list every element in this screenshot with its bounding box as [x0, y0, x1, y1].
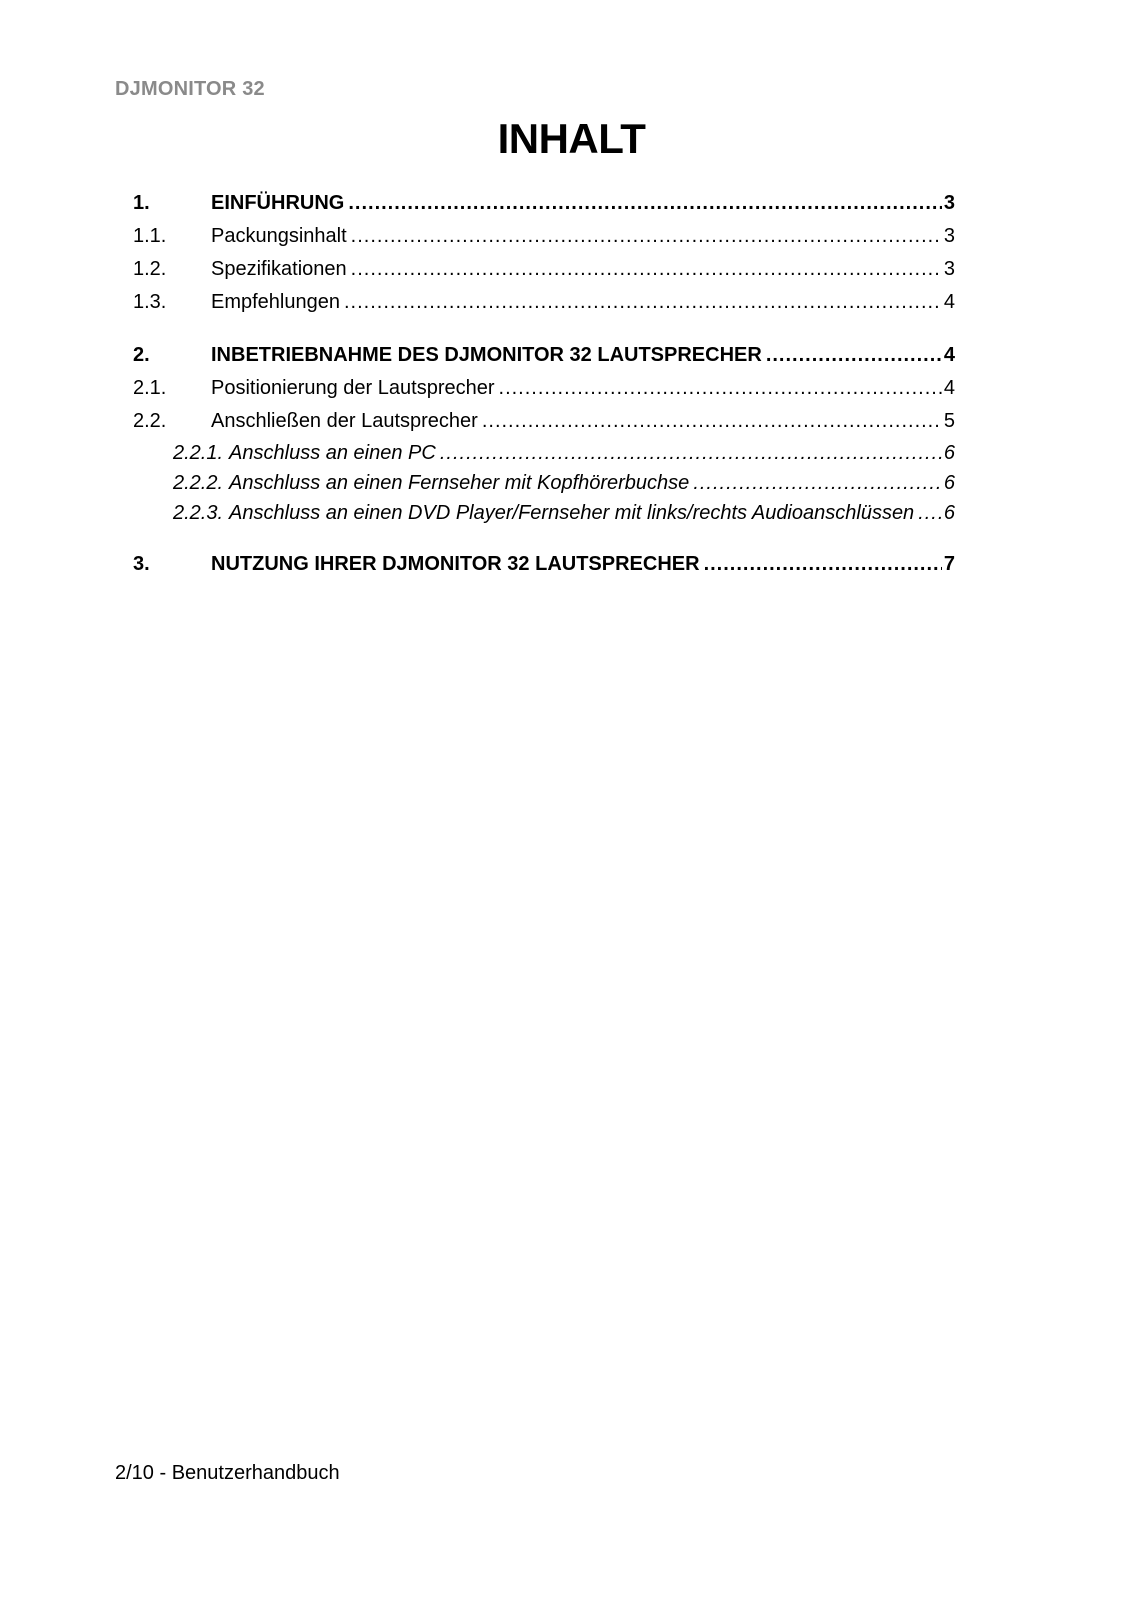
toc-leader: [440, 438, 942, 468]
toc-number: 1.2.: [133, 258, 167, 280]
toc-page: 4: [943, 344, 955, 366]
toc-leader: [766, 339, 942, 372]
table-of-contents: [133, 187, 955, 581]
toc-title: Empfehlungen: [211, 291, 340, 313]
toc-leader: [704, 548, 942, 581]
page-title: INHALT: [497, 115, 646, 162]
toc-entry-2-2-3[interactable]: [133, 498, 955, 528]
toc-entry-2-1[interactable]: [133, 372, 955, 405]
toc-title: Packungsinhalt: [211, 225, 347, 247]
toc-entry-1-3[interactable]: [133, 286, 955, 319]
toc-page: 3: [943, 192, 955, 214]
toc-page: 5: [943, 410, 955, 432]
toc-leader: [499, 372, 942, 405]
toc-leader: [693, 468, 942, 498]
toc-leader: [344, 286, 942, 319]
toc-leader: [348, 187, 942, 220]
toc-leader: [351, 253, 942, 286]
toc-title: Anschluss an einen DVD Player/Fernseher mit links/rechts Audioanschlüssen: [229, 502, 915, 524]
toc-title: INBETRIEBNAHME DES DJMONITOR 32 LAUTSPRECHER: [211, 344, 762, 366]
toc-page: 6: [943, 442, 955, 464]
toc-entry-2[interactable]: [133, 339, 955, 372]
toc-entry-2-2-1[interactable]: [133, 438, 955, 468]
toc-title: Anschluss an einen Fernseher mit Kopfhörerbuchse: [229, 472, 690, 494]
toc-number: 2.2.: [133, 410, 167, 432]
toc-page: 6: [943, 472, 955, 494]
toc-page: 7: [943, 553, 955, 575]
toc-entry-2-2[interactable]: [133, 405, 955, 438]
toc-number: 2.: [133, 344, 150, 366]
header-brand: DJMONITOR 32: [115, 78, 265, 100]
toc-leader: [918, 498, 942, 528]
toc-title: EINFÜHRUNG: [211, 192, 345, 214]
page-footer: 2/10 - Benutzerhandbuch: [115, 1462, 340, 1484]
toc-page: 3: [943, 225, 955, 247]
toc-number: 2.2.1.: [173, 442, 224, 464]
toc-number: 2.2.3.: [173, 502, 224, 524]
toc-number: 2.1.: [133, 377, 167, 399]
toc-page: 3: [943, 258, 955, 280]
toc-number: 3.: [133, 553, 150, 575]
toc-number: 1.3.: [133, 291, 167, 313]
toc-entry-1-2[interactable]: [133, 253, 955, 286]
toc-page: 4: [943, 291, 955, 313]
toc-number: 2.2.2.: [173, 472, 224, 494]
toc-entry-1-1[interactable]: [133, 220, 955, 253]
toc-leader: [351, 220, 942, 253]
toc-title: NUTZUNG IHRER DJMONITOR 32 LAUTSPRECHER: [211, 553, 700, 575]
toc-entry-3[interactable]: [133, 548, 955, 581]
toc-title: Spezifikationen: [211, 258, 347, 280]
toc-title: Anschluss an einen PC: [229, 442, 436, 464]
toc-entry-2-2-2[interactable]: [133, 468, 955, 498]
toc-number: 1.: [133, 192, 150, 214]
toc-title: Anschließen der Lautsprecher: [211, 410, 478, 432]
toc-page: 6: [943, 502, 955, 524]
toc-page: 4: [943, 377, 955, 399]
toc-leader: [482, 405, 942, 438]
toc-number: 1.1.: [133, 225, 167, 247]
toc-entry-1[interactable]: [133, 187, 955, 220]
toc-title: Positionierung der Lautsprecher: [211, 377, 495, 399]
